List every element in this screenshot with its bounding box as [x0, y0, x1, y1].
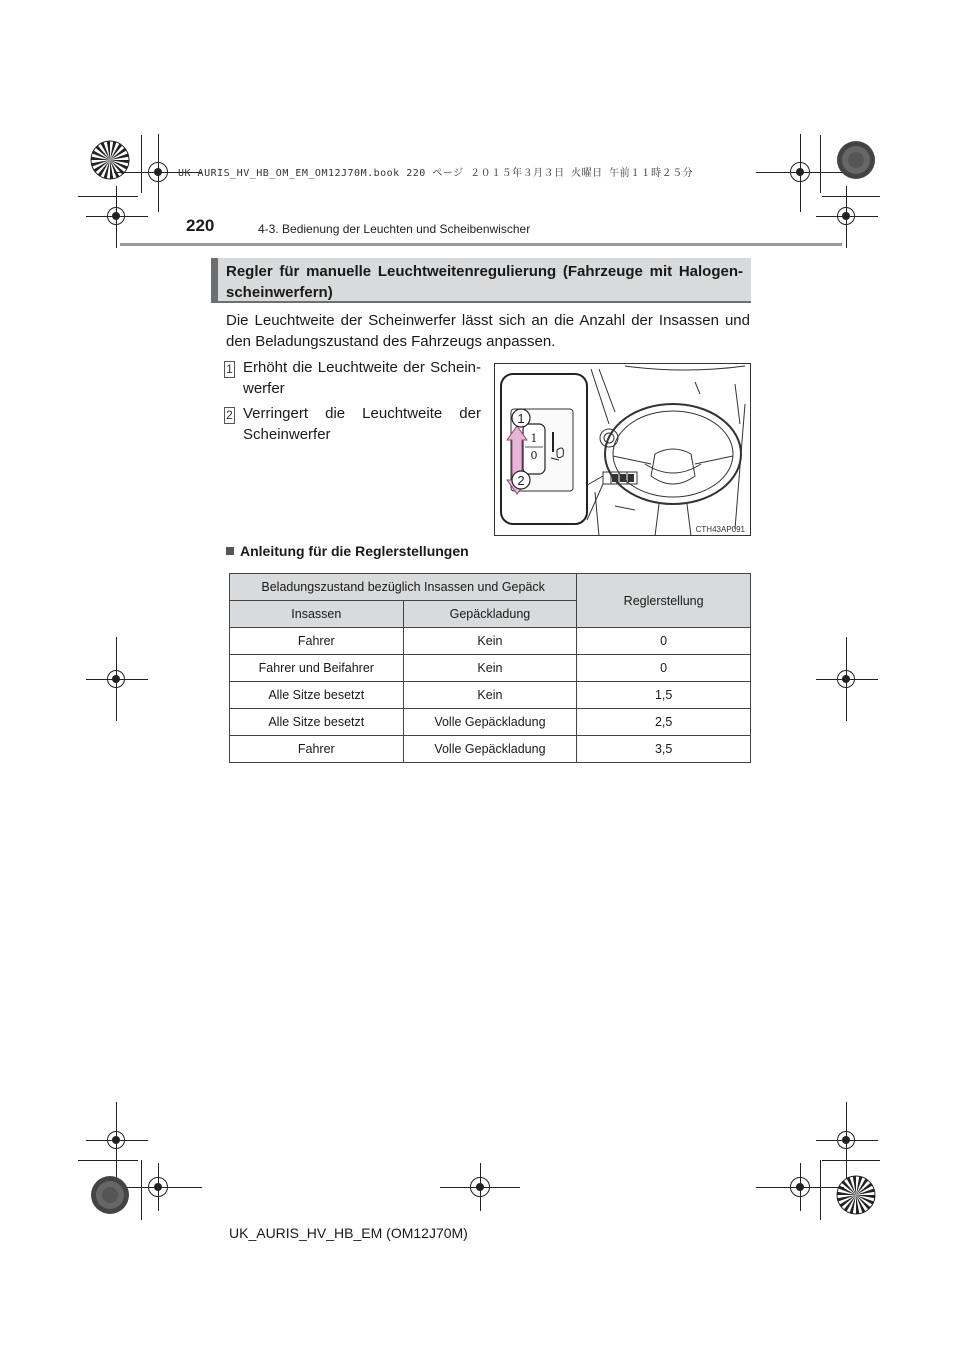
dashboard-illustration	[495, 364, 751, 536]
step-text: Verringert die Leuchtweite der Scheinwerfer	[243, 405, 481, 443]
callout-1: 1	[517, 411, 525, 426]
gray-patch-mark-icon	[90, 1175, 130, 1215]
callout-2: 2	[517, 473, 525, 488]
heading-divider	[211, 301, 751, 303]
table-header-setting: Reglerstellung	[577, 574, 751, 628]
table-cell-occupants: Fahrer	[230, 628, 404, 655]
table-cell-setting: 1,5	[577, 682, 751, 709]
table-cell-luggage: Kein	[403, 628, 577, 655]
table-cell-setting: 3,5	[577, 736, 751, 763]
header-divider	[120, 243, 842, 246]
table-cell-occupants: Alle Sitze besetzt	[230, 709, 404, 736]
table-row	[230, 736, 751, 763]
table-subheading-text: Anleitung für die Reglerstellungen	[240, 543, 469, 559]
table-cell-occupants: Fahrer	[230, 736, 404, 763]
table-header-luggage: Gepäckladung	[403, 601, 577, 628]
table-header-occupants: Insassen	[230, 601, 404, 628]
intro-paragraph: Die Leuchtweite der Scheinwerfer lässt sich an die Anzahl der Insassen und den Beladungszustand des Fahrzeugs anpassen.	[226, 312, 750, 350]
table-cell-luggage: Volle Gepäckladung	[403, 736, 577, 763]
dial-mark-bottom: 0	[530, 449, 538, 462]
headlight-dial-figure	[494, 363, 751, 536]
dial-mark-top: 1	[530, 432, 538, 445]
gray-patch-mark-icon	[836, 140, 876, 180]
table-cell-setting: 0	[577, 655, 751, 682]
table-cell-luggage: Kein	[403, 655, 577, 682]
section-heading: Regler für manuelle Leuchtweitenregulierung (Fahrzeuge mit Halogen-scheinwerfern)	[226, 263, 743, 301]
step-number: 2	[224, 407, 235, 424]
table-row	[230, 709, 751, 736]
table-cell-luggage: Volle Gepäckladung	[403, 709, 577, 736]
document-footer: UK_AURIS_HV_HB_EM (OM12J70M)	[229, 1225, 468, 1241]
table-subheading	[226, 543, 469, 559]
square-bullet-icon	[226, 547, 234, 555]
table-cell-luggage: Kein	[403, 682, 577, 709]
section-heading-box	[211, 258, 751, 302]
table-cell-occupants: Fahrer und Beifahrer	[230, 655, 404, 682]
table-row	[230, 628, 751, 655]
dial-settings-table	[229, 573, 751, 763]
table-cell-setting: 2,5	[577, 709, 751, 736]
figure-code: CTH43AP091	[695, 525, 745, 534]
table-row	[230, 682, 751, 709]
table-group-header: Beladungszustand bezüglich Insassen und Gepäck	[230, 574, 577, 601]
step-text: Erhöht die Leuchtweite der Schein-werfer	[243, 359, 481, 397]
table-cell-setting: 0	[577, 628, 751, 655]
color-wheel-mark-icon	[836, 1175, 876, 1215]
book-file-line: UK AURIS_HV_HB_OM_EM_OM12J70M.book 220 ページ ２０１５年３月３日 火曜日 午前１１時２５分	[178, 168, 694, 179]
page-number: 220	[186, 216, 215, 235]
table-cell-occupants: Alle Sitze besetzt	[230, 682, 404, 709]
section-title: 4-3. Bedienung der Leuchten und Scheibenwischer	[258, 222, 531, 236]
table-row	[230, 655, 751, 682]
step-number: 1	[224, 361, 235, 378]
color-wheel-mark-icon	[90, 140, 130, 180]
